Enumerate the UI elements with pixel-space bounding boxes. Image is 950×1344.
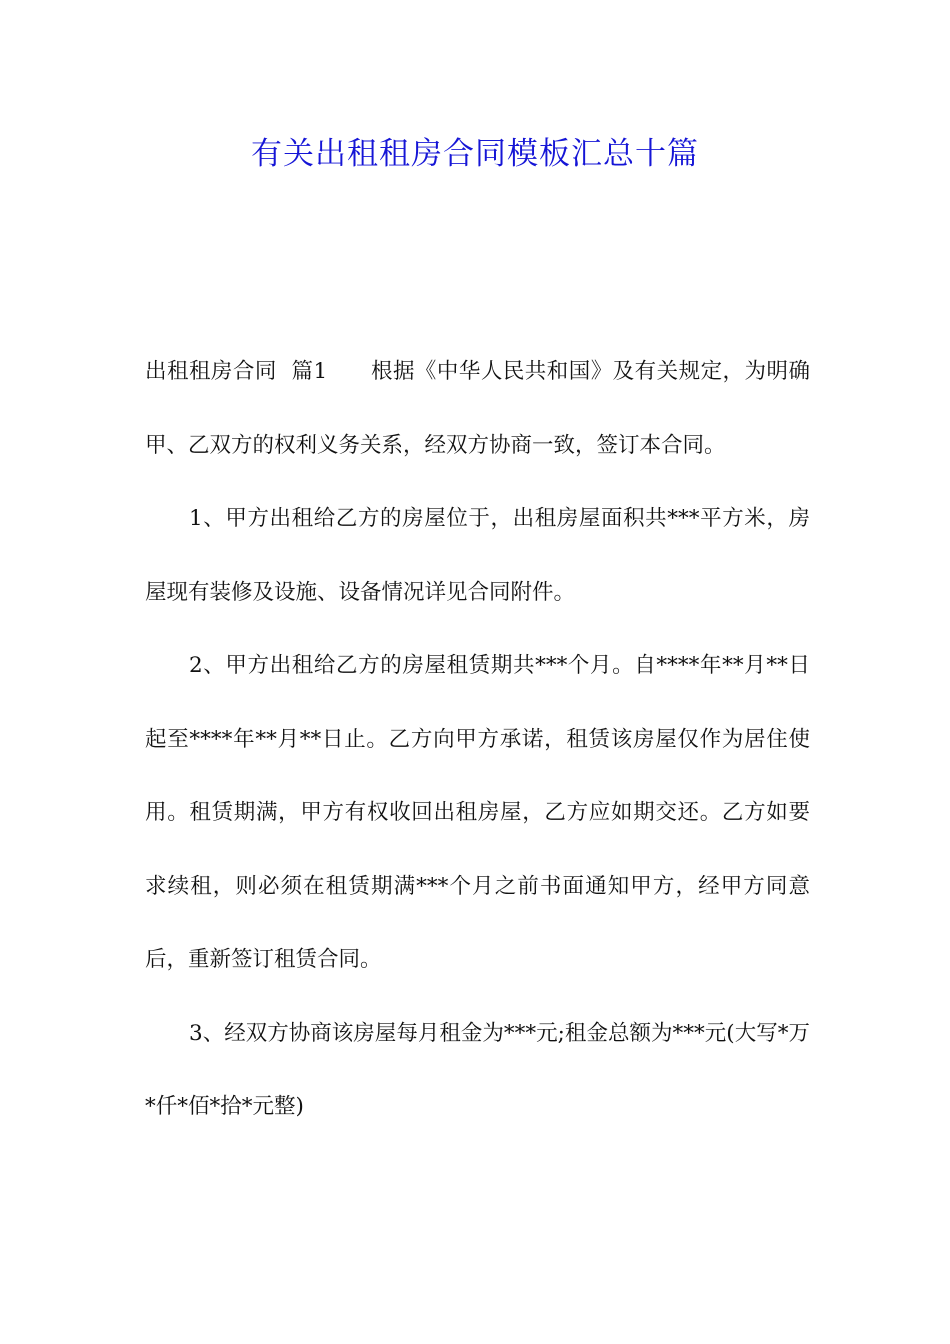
intro-paragraph bbox=[145, 335, 810, 482]
page-title: 有关出租租房合同模板汇总十篇 bbox=[251, 136, 699, 172]
section-heading: 出租租房合同 篇1 bbox=[145, 359, 371, 384]
document-body bbox=[145, 335, 810, 1144]
clause-paragraph: 1、甲方出租给乙方的房屋位于，出租房屋面积共***平方米，房屋现有装修及设施、设备情况详见合同附件。 bbox=[145, 506, 810, 605]
clause-paragraph: 3、经双方协商该房屋每月租金为***元;租金总额为***元(大写*万*仟*佰*拾*元整) bbox=[145, 1020, 810, 1119]
intro-text: 根据《中华人民共和国》及有关规定，为明确甲、乙双方的权利义务关系，经双方协商一致，签订本合同。 bbox=[145, 359, 810, 458]
clause-paragraph: 2、甲方出租给乙方的房屋租赁期共***个月。自****年**月**日起至****年**月**日止。乙方向甲方承诺，租赁该房屋仅作为居住使用。租赁期满，甲方有权收回出租房屋，乙方应如期交还。乙方如要求续租，则必须在租赁期满***个月之前书面通知甲方，经甲方同意后，重新签订租赁合同。 bbox=[145, 653, 810, 972]
